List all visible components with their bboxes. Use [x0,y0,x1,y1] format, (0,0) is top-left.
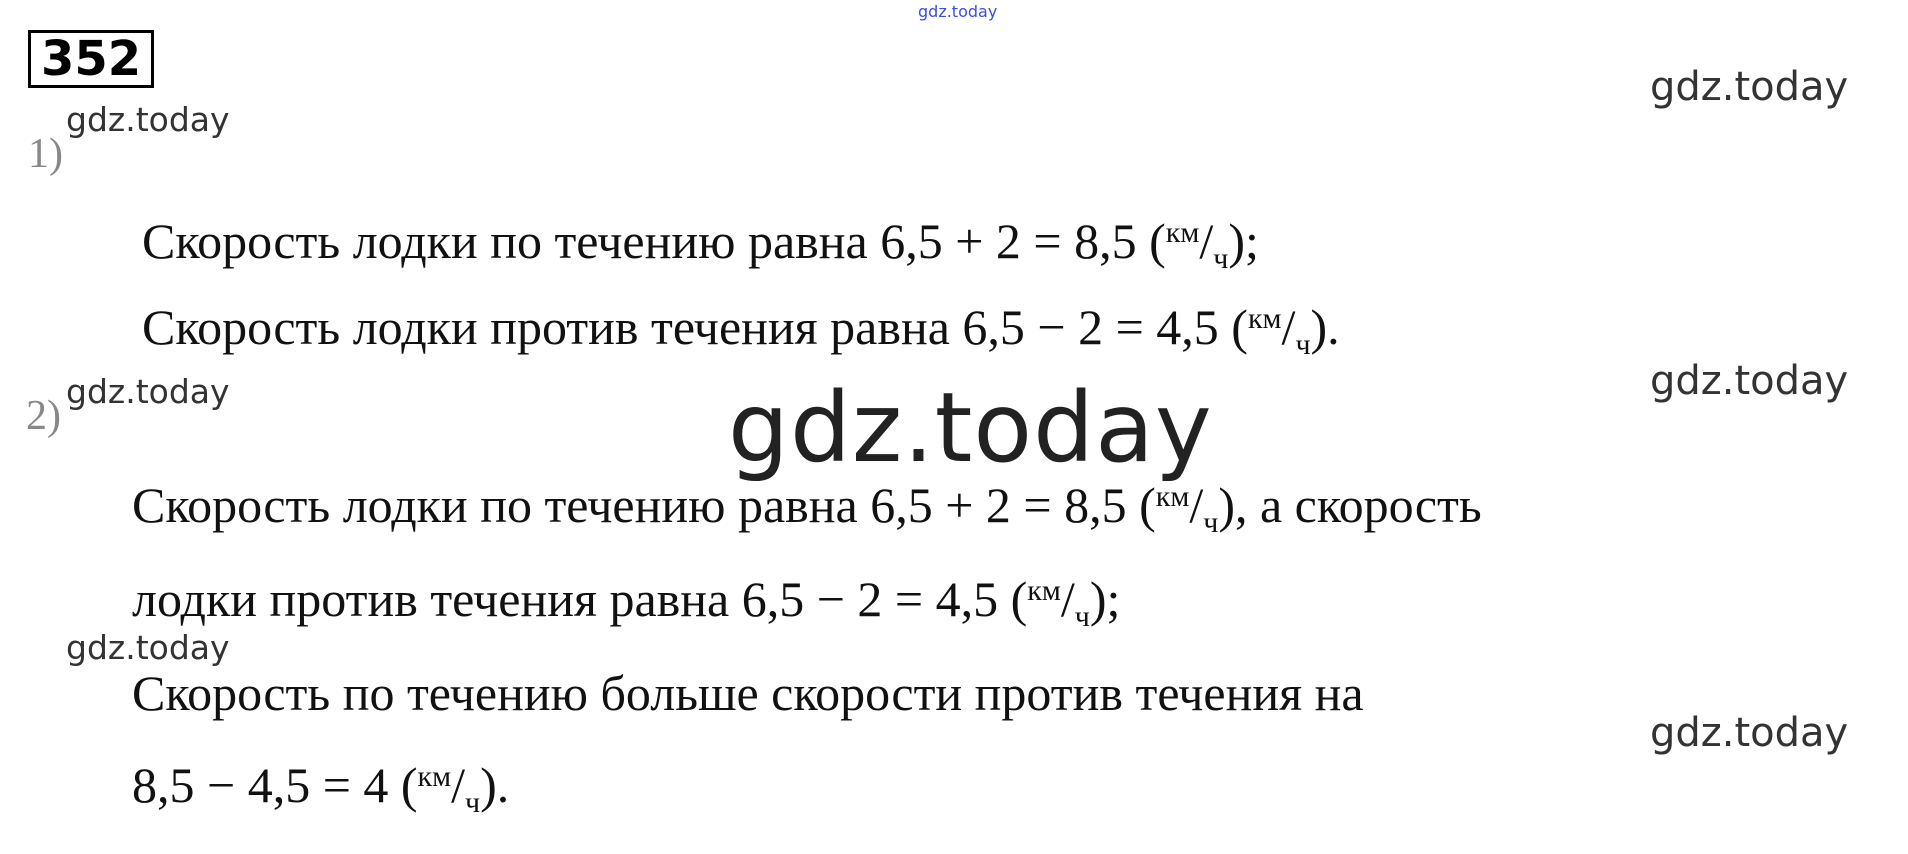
part2-line2-end: ); [1089,571,1121,627]
part1-line2 [142,298,1340,362]
part2-line4-end: ). [480,757,510,813]
part2-line1-end: ), а скорость [1218,477,1482,533]
part2-line2-text: лодки против течения равна 6,5 − 2 = 4,5 ( [132,571,1028,627]
watermark-4: gdz.today [1650,358,1849,404]
watermark-center: gdz.today [728,372,1213,484]
part1-line1-text: Скорость лодки по течению равна 6,5 + 2 = 8,5 ( [142,213,1166,269]
watermark-5: gdz.today [66,628,230,667]
part2-line2 [132,570,1120,634]
watermark-3: gdz.today [66,372,230,411]
watermark-6: gdz.today [1650,710,1849,756]
unit-kmh: $^{км}/_ч$ [1165,213,1229,275]
unit-kmh: $^{км}/_ч$ [1247,299,1311,361]
part2-line4 [132,756,509,820]
part1-line1-end: ); [1228,213,1259,269]
watermark-2: gdz.today [1650,64,1849,110]
part2-label: 2) [26,393,61,439]
part1-line2-text: Скорость лодки против течения равна 6,5 − 2 = 4,5 ( [142,299,1248,355]
unit-kmh: $^{км}/_ч$ [1155,477,1219,539]
part2-line3: Скорость по течению больше скорости против течения на [132,665,1364,721]
unit-kmh: $^{км}/_ч$ [417,757,481,819]
watermark-1: gdz.today [66,100,230,139]
watermark-top: gdz.today [918,2,998,21]
task-number: 352 [28,30,154,88]
part1-label: 1) [28,131,63,177]
part1-line1 [142,212,1259,276]
unit-kmh: $^{км}/_ч$ [1027,571,1090,633]
part1-line2-end: ). [1310,299,1340,355]
part2-line4-text: 8,5 − 4,5 = 4 ( [132,757,418,813]
part2-line1 [132,476,1482,540]
part2-line1-text: Скорость лодки по течению равна 6,5 + 2 = 8,5 ( [132,477,1156,533]
